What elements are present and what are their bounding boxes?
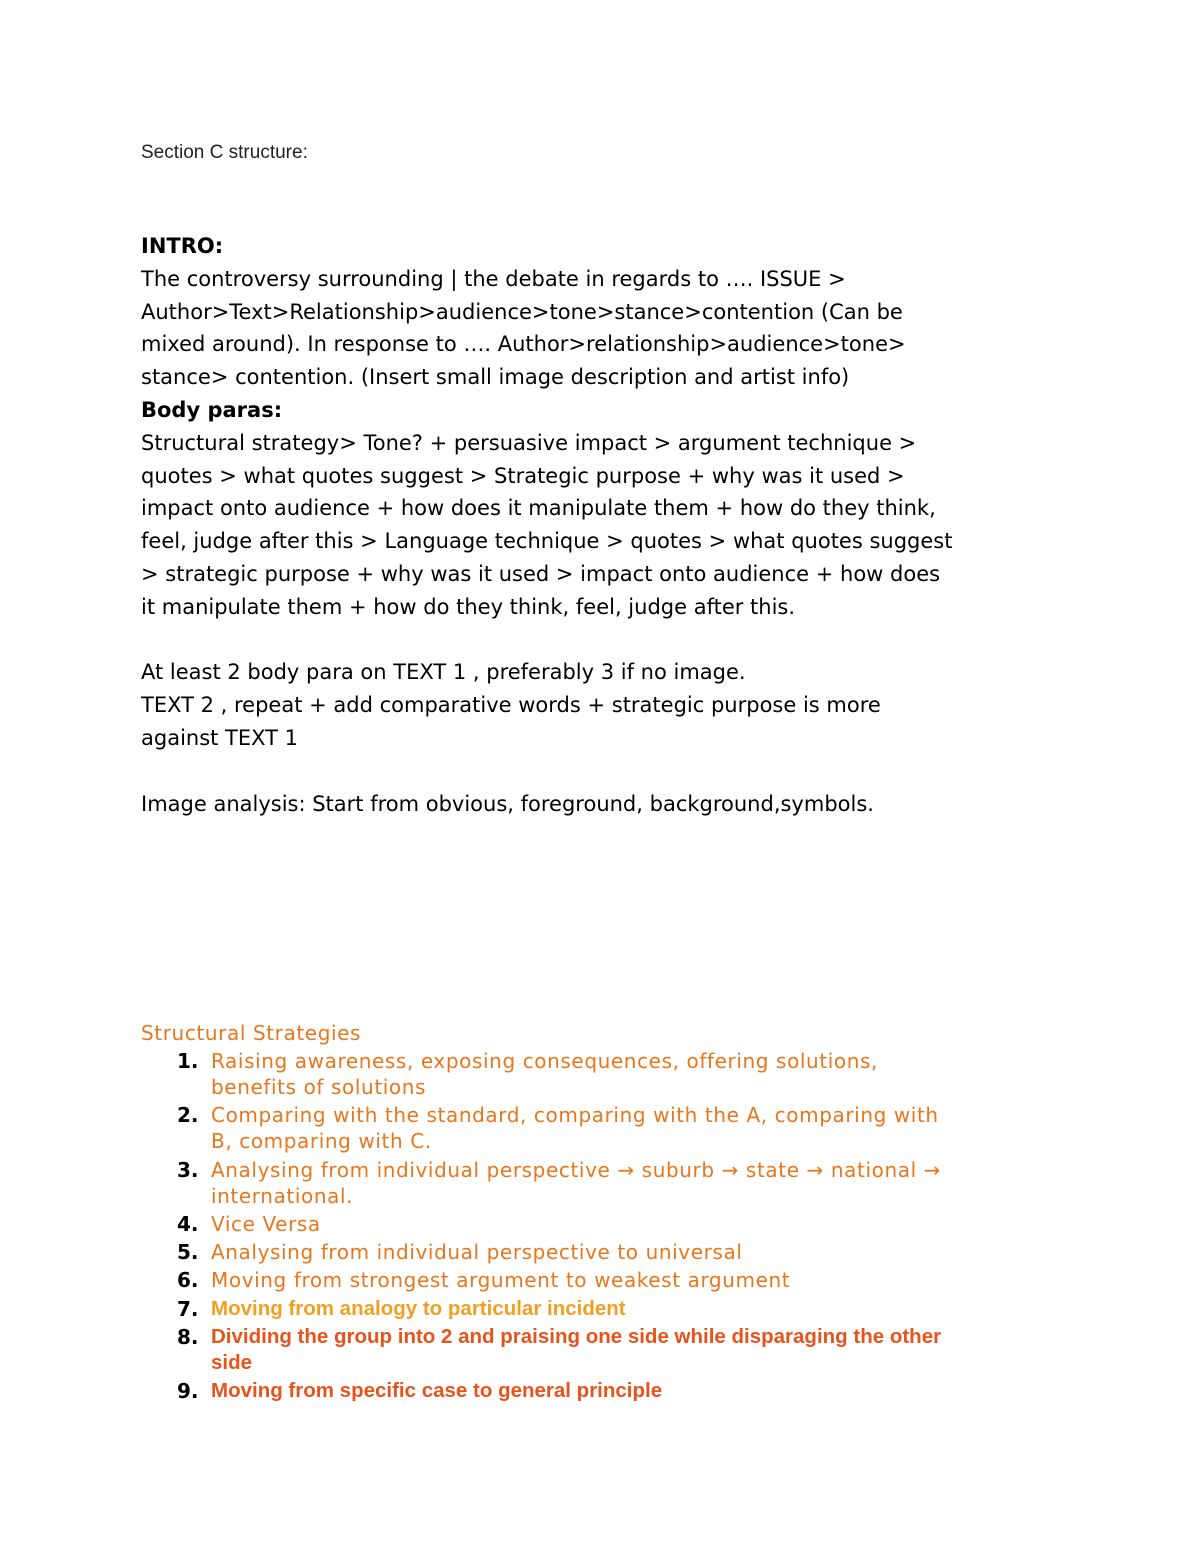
list-item [141,1267,1071,1293]
list-number: 2. [177,1103,199,1128]
list-item-line: Moving from specific case to general principle [211,1379,663,1403]
list-item-line: benefits of solutions [211,1075,427,1099]
list-item [141,1157,1071,1209]
list-number: 5. [177,1240,199,1265]
list-item-line: side [211,1351,253,1375]
body-line: Structural strategy> Tone? + persuasive impact > argument technique > [141,430,917,455]
list-item-text [211,1048,1071,1100]
list-item-text [211,1324,1071,1376]
strategies-list [141,1048,1071,1404]
list-item-text [211,1157,1071,1209]
list-item-text [211,1102,1071,1154]
image-analysis-line: Image analysis: Start from obvious, foreground, background,symbols. [141,791,874,816]
structural-strategies-section [141,1018,1071,1407]
body-line: feel, judge after this > Language technique > quotes > what quotes suggest [141,529,953,554]
list-item [141,1378,1071,1404]
intro-line: stance> contention. (Insert small image description and artist info) [141,365,850,390]
list-item-line: Comparing with the standard, comparing with the A, comparing with [211,1103,939,1128]
list-item-line: Vice Versa [211,1211,321,1236]
body-line: quotes > what quotes suggest > Strategic purpose + why was it used > [141,463,905,488]
list-item [141,1296,1071,1322]
list-item [141,1211,1071,1237]
list-number: 9. [177,1379,199,1404]
body-line: impact onto audience + how does it manipulate them + how do they think, [141,496,936,521]
list-item [141,1102,1071,1154]
body-heading: Body paras: [141,397,283,422]
list-item-line: Analysing from individual perspective to universal [211,1240,743,1265]
list-item-line: Analysing from individual perspective → suburb → state → national → [211,1157,942,1182]
intro-line: The controversy surrounding | the debate in regards to …. ISSUE > [141,266,846,291]
intro-heading: INTRO: [141,234,224,258]
list-number: 4. [177,1211,199,1236]
list-item-text [211,1239,1071,1265]
list-item-text [211,1378,1071,1404]
list-item-line: Moving from analogy to particular incident [211,1296,626,1320]
intro-line: Author>Text>Relationship>audience>tone>stance>contention (Can be [141,299,903,324]
notes-line: TEXT 2 , repeat + add comparative words + strategic purpose is more [141,693,881,718]
list-number: 7. [177,1296,199,1321]
body-line: > strategic purpose + why was it used > impact onto audience + how does [141,561,941,586]
list-number: 1. [177,1049,199,1073]
list-item-text [211,1267,1071,1293]
list-item-line: international. [211,1183,354,1208]
page-title: Section C structure: [141,142,308,163]
list-number: 3. [177,1157,199,1182]
intro-line: mixed around). In response to …. Author>relationship>audience>tone> [141,332,906,357]
list-item-line: B, comparing with C. [211,1129,432,1154]
main-text-block [141,230,1071,820]
list-item [141,1324,1071,1376]
body-line: it manipulate them + how do they think, feel, judge after this. [141,594,796,619]
blank-line [141,624,1071,657]
notes-line: against TEXT 1 [141,725,299,750]
list-item [141,1239,1071,1265]
blank-line [141,755,1071,788]
list-item-text [211,1296,1071,1322]
list-item [141,1048,1071,1100]
list-number: 6. [177,1268,199,1293]
list-item-text [211,1211,1071,1237]
notes-line: At least 2 body para on TEXT 1 , preferably 3 if no image. [141,660,746,685]
list-item-line: Raising awareness, exposing consequences, offering solutions, [211,1049,879,1073]
strategies-title: Structural Strategies [141,1021,362,1045]
list-item-line: Dividing the group into 2 and praising one side while disparaging the other [211,1325,942,1349]
list-item-line: Moving from strongest argument to weakest argument [211,1268,791,1293]
list-number: 8. [177,1325,199,1350]
